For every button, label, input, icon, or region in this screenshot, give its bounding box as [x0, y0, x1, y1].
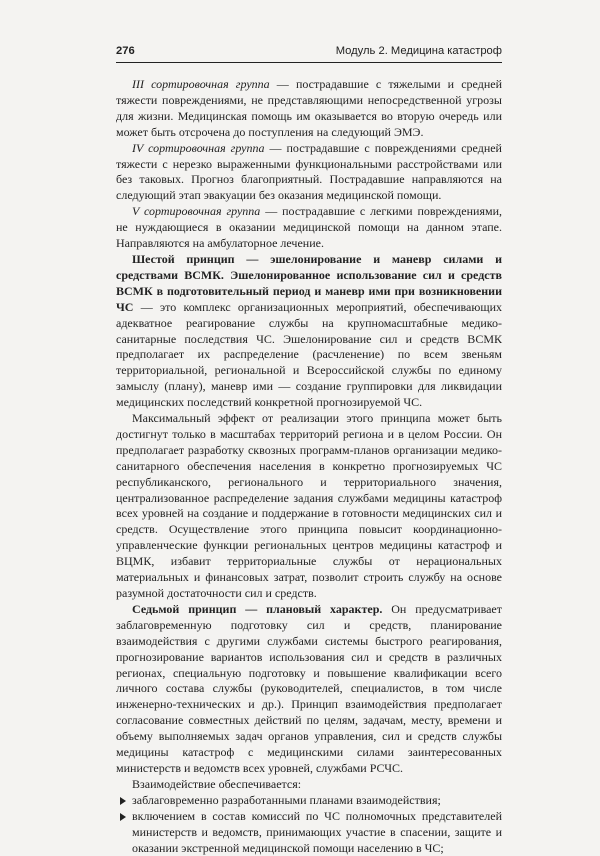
page-number: 276 — [116, 45, 135, 57]
triangle-bullet-icon — [120, 797, 126, 805]
group-3-term: III сортировочная группа — [132, 77, 270, 91]
principle-7-heading: Седьмой принцип — плановый характер. — [132, 601, 383, 616]
list-item — [116, 793, 502, 809]
paragraph-group-4 — [116, 141, 502, 205]
principle-7-text: Он предусматривает заблаговременную подготовку сил и средств, планирование взаимодействия с другими службами системы быстрого реагирования, прогнозирование вариантов использования сил и средств в различных регионах, специальную подготовку и повышение квалификации всего личного состава службы (руководителей, специалистов, в том числе инженерно-технических и др.). Принцип взаимодействия предполагает согласование совместных действий по целям, задачам, месту, времени и объему выполняемых задач органов управления, сил и средств службы медицины катастроф с медицинскими силами заинтересованных министерств и ведомств всех уровней, службами РСЧС. — [116, 601, 502, 775]
paragraph-max-effect: Максимальный эффект от реализации этого принципа может быть достигнут только в масштабах территорий региона и в целом России. Он предполагает разработку сквозных программ-планов организации медико-санитарного обеспечения населения в конкретно прогнозируемых ЧС республиканского, регионального и территориального значения, централизованное распределение задания службами медицины катастроф всех уровней на создание и поддержание в готовности медицинских сил и средств. Осуществление этого принципа повысит координационно-управленческие функции региональных центров медицины катастроф и ВЦМК, избавит территориальные службы от нерациональных материальных и финансовых затрат, позволит строить службу на основе разумной достаточности сил и средств. — [116, 411, 502, 600]
principle-6-heading: Шестой принцип — эшелонирование и маневр силами и средствами ВСМК. Эшелонированное использование сил и средств ВСМК в подготовительный период и маневр ими при возникновении ЧС — [116, 251, 502, 314]
paragraph-group-5 — [116, 204, 502, 252]
group-4-term: IV сортировочная группа — [132, 140, 265, 155]
group-5-text: — пострадавшие с легкими повреждениями, не нуждающиеся в оказании медицинской помощи на данном этапе. Направляются на амбулаторное лечение. — [116, 204, 502, 251]
list-item — [116, 809, 502, 856]
group-3-text: — пострадавшие с тяжелыми и средней тяжести повреждениями, не представляющими непосредственной угрозы для жизни. Медицинская помощь им оказывается во вторую очередь или может быть отсрочена до поступления на следующий ЭМЭ. — [116, 77, 502, 139]
header-rule — [116, 62, 502, 63]
body-text — [116, 77, 502, 856]
running-header — [116, 45, 502, 57]
paragraph-principle-7 — [116, 602, 502, 777]
group-4-text: — пострадавшие с повреждениями средней тяжести с нерезко выраженными функциональными расстройствами или без таковых. Прогноз благоприятный. Пострадавшие направляются на следующий этап эвакуации без оказания медицинской помощи. — [116, 140, 502, 203]
list-item-text: включением в состав комиссий по ЧС полномочных представителей министерств и ведомств, принимающих участие в спасении, защите и оказании экстренной медицинской помощи населению в ЧС; — [132, 808, 502, 855]
paragraph-interaction-intro: Взаимодействие обеспечивается: — [132, 776, 302, 791]
list-item-text: заблаговременно разработанными планами взаимодействия; — [132, 792, 441, 807]
principle-6-text: — это комплекс организационных мероприятий, обеспечивающих адекватное реагирование службы на крупномасштабные медико-санитарные последствия ЧС. Эшелонирование сил и средств ВСМК предполагает их распределение (расчленение) по всем звеньям территориальной, региональной и Всероссийской службы по единому замыслу (плану), маневр ими — создание группировки для ликвидации медицинских последствий конкретной прогнозируемой ЧС. — [116, 299, 502, 410]
running-title: Модуль 2. Медицина катастроф — [335, 45, 502, 57]
group-5-term: V сортировочная группа — [132, 204, 261, 219]
paragraph-group-3 — [116, 77, 502, 141]
paragraph-principle-6 — [116, 252, 502, 411]
interaction-list — [116, 793, 502, 856]
triangle-bullet-icon — [120, 813, 126, 821]
